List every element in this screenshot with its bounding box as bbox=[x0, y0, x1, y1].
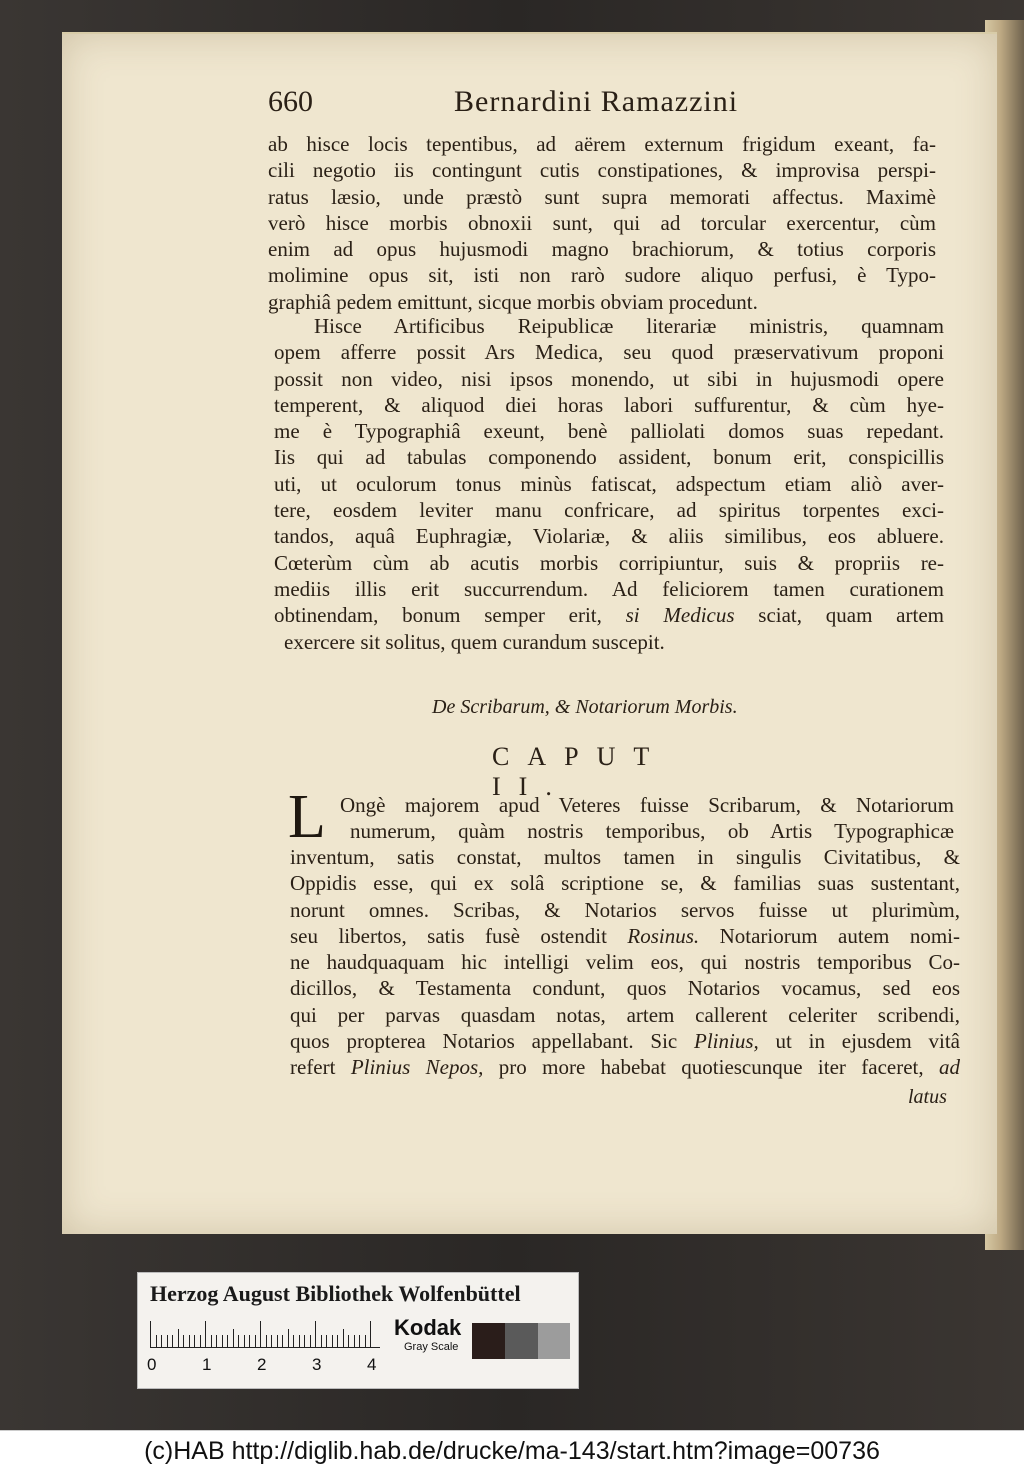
italic-text: Plinius, bbox=[694, 1029, 759, 1054]
text-line: inventum, satis constat, multos tamen in singulis Civitatibus, & bbox=[290, 845, 960, 869]
text-line: ratus læsio, unde præstò sunt supra memorati affectus. Maximè bbox=[268, 184, 936, 209]
text-line: cili negotio iis contingunt cutis constipationes, & improvisa perspi- bbox=[268, 158, 936, 183]
text-line: uti, ut oculorum tonus minùs fatiscat, adspectum etiam aliò aver- bbox=[274, 471, 944, 496]
text-line: exercere sit solitus, quem curandum suscepit. bbox=[284, 629, 665, 654]
ruler-tick bbox=[359, 1335, 360, 1347]
ruler-number: 4 bbox=[367, 1355, 377, 1374]
ruler-tick bbox=[343, 1329, 344, 1347]
ruler-tick bbox=[282, 1335, 283, 1347]
ruler-tick bbox=[348, 1335, 349, 1347]
ruler-tick bbox=[244, 1335, 245, 1347]
ruler-tick bbox=[200, 1335, 201, 1347]
ruler-tick bbox=[150, 1321, 151, 1347]
ruler-tick bbox=[255, 1335, 256, 1347]
text-line: numerum, quàm nostris temporibus, ob Artis Typographicæ bbox=[350, 819, 954, 844]
text-span: pro more habebat quotiescunque iter faceret, bbox=[483, 1055, 939, 1080]
kodak-logo: Kodak bbox=[394, 1315, 462, 1340]
ruler-tick bbox=[304, 1335, 305, 1347]
ruler-tick bbox=[183, 1335, 184, 1347]
ruler-tick bbox=[315, 1321, 316, 1347]
ruler-number: 2 bbox=[257, 1355, 267, 1374]
text-line bbox=[290, 1028, 960, 1054]
text-span: refert bbox=[290, 1055, 351, 1080]
text-line: norunt omnes. Scribas, & Notarios servos fuisse ut plurimùm, bbox=[290, 897, 960, 922]
text-line: me è Typographiâ exeunt, benè palliolati domos suas repedant. bbox=[274, 419, 944, 444]
text-line: Oppidis esse, qui ex solâ scriptione se, & familias suas sustentant, bbox=[290, 871, 960, 896]
text-line: opem afferre possit Ars Medica, seu quod præservativum proponi bbox=[274, 340, 944, 365]
text-line: enim ad opus hujusmodi magno brachiorum, & totius corporis bbox=[268, 237, 936, 262]
gray-swatch bbox=[472, 1323, 505, 1359]
gray-scale-label: Gray Scale bbox=[404, 1341, 459, 1353]
ruler-tick bbox=[354, 1335, 355, 1347]
ruler-tick bbox=[332, 1335, 333, 1347]
ruler-tick bbox=[238, 1335, 239, 1347]
text-line: tere, eosdem leviter manu confricare, ad spiritus torpentes exci- bbox=[274, 498, 944, 523]
text-line: Iis qui ad tabulas componendo assident, bonum erit, conspicillis bbox=[274, 445, 944, 470]
ruler-tick bbox=[167, 1335, 168, 1347]
ruler-tick bbox=[211, 1335, 212, 1347]
italic-text: Rosinus. bbox=[627, 923, 700, 948]
ruler-tick bbox=[178, 1329, 179, 1347]
ruler-number: 0 bbox=[147, 1355, 157, 1374]
ruler-tick bbox=[194, 1335, 195, 1347]
ruler-number: 1 bbox=[202, 1355, 212, 1374]
ruler-tick bbox=[233, 1329, 234, 1347]
text-line: dicillos, & Testamenta condunt, quos Notarios vocamus, sed eos bbox=[290, 976, 960, 1001]
catchword: latus bbox=[908, 1086, 947, 1108]
text-line bbox=[290, 1054, 960, 1080]
text-line: possit non video, nisi ipsos monendo, ut sibi in hujusmodi opere bbox=[274, 366, 944, 391]
italic-text: Plinius Nepos, bbox=[350, 1055, 484, 1080]
paragraph-3 bbox=[290, 844, 960, 1081]
gray-swatch bbox=[538, 1323, 570, 1359]
text-line bbox=[274, 602, 944, 628]
ruler-number: 3 bbox=[312, 1355, 322, 1374]
text-line: mediis illis erit succurrendum. Ad feliciorem tamen curationem bbox=[274, 576, 944, 601]
text-span: Notariorum autem nomi- bbox=[699, 923, 960, 948]
ruler-tick bbox=[266, 1335, 267, 1347]
ruler-tick bbox=[271, 1335, 272, 1347]
ruler-tick bbox=[205, 1321, 206, 1347]
gray-swatch bbox=[505, 1323, 538, 1359]
text-line bbox=[290, 923, 960, 949]
text-line: verò hisce morbis obnoxii sunt, qui ad torcular exercentur, cùm bbox=[268, 210, 936, 235]
text-line: ne haudquaquam hic intelligi velim eos, qui nostris temporibus Co- bbox=[290, 950, 960, 975]
ruler-tick bbox=[365, 1335, 366, 1347]
running-title: Bernardini Ramazzini bbox=[454, 85, 739, 118]
ruler-tick bbox=[299, 1335, 300, 1347]
ruler-tick bbox=[172, 1335, 173, 1347]
ruler-tick bbox=[326, 1335, 327, 1347]
text-line: tandos, aquâ Euphragiæ, Violariæ, & aliis similibus, eos abluere. bbox=[274, 524, 944, 549]
ruler-tick bbox=[260, 1321, 261, 1347]
page-header bbox=[268, 85, 768, 130]
ruler-tick bbox=[337, 1335, 338, 1347]
ruler-tick bbox=[227, 1335, 228, 1347]
drop-cap: L bbox=[288, 783, 326, 851]
text-line: molimine opus sit, isti non rarò sudore aliquo perfusi, è Typo- bbox=[268, 263, 936, 288]
ruler-tick bbox=[249, 1335, 250, 1347]
text-span: sciat, quam artem bbox=[734, 603, 944, 628]
text-span: seu libertos, satis fusè ostendit bbox=[290, 923, 628, 948]
text-span: obtinendam, bonum semper erit, bbox=[274, 603, 626, 628]
text-span: quos propterea Notarios appellabant. Sic bbox=[290, 1029, 694, 1054]
color-calibration-card bbox=[137, 1272, 579, 1389]
ruler-tick bbox=[370, 1321, 371, 1347]
text-line: ab hisce locis tepentibus, ad aërem externum frigidum exeant, fa- bbox=[268, 132, 936, 156]
text-line: qui per parvas quasdam notas, artem callerent celeriter scribendi, bbox=[290, 1002, 960, 1027]
text-line: Cœterùm cùm ab acutis morbis corripiuntur, suis & propriis re- bbox=[274, 550, 944, 575]
library-name: Herzog August Bibliothek Wolfenbüttel bbox=[150, 1281, 521, 1306]
ruler-tick bbox=[189, 1335, 190, 1347]
chapter-subtitle: De Scribarum, & Notariorum Morbis. bbox=[432, 696, 738, 718]
paragraph-3-opening bbox=[340, 792, 954, 845]
ruler-tick bbox=[222, 1335, 223, 1347]
text-line: Hisce Artificibus Reipublicæ literariæ ministris, quamnam bbox=[314, 314, 944, 338]
text-line: Ongè majorem apud Veteres fuisse Scribarum, & Notariorum bbox=[340, 793, 954, 817]
ruler-tick bbox=[156, 1335, 157, 1347]
page-number: 660 bbox=[268, 85, 313, 118]
credit-url: (c)HAB http://diglib.hab.de/drucke/ma-143/start.htm?image=00736 bbox=[144, 1437, 880, 1465]
italic-text: si Medicus bbox=[625, 603, 735, 628]
text-line: graphiâ pedem emittunt, sicque morbis obviam procedunt. bbox=[268, 289, 758, 314]
ruler-tick bbox=[310, 1335, 311, 1347]
credit-bar bbox=[0, 1430, 1024, 1471]
ruler-tick bbox=[293, 1335, 294, 1347]
ruler-tick bbox=[161, 1335, 162, 1347]
italic-text: ad bbox=[938, 1055, 960, 1080]
ruler-tick bbox=[216, 1335, 217, 1347]
ruler-tick bbox=[321, 1335, 322, 1347]
paragraph-1 bbox=[268, 131, 936, 315]
text-line: temperent, & aliquod diei horas labori suffurentur, & cùm hye- bbox=[274, 392, 944, 417]
text-span: ut in ejusdem vitâ bbox=[758, 1029, 960, 1054]
measurement-ruler bbox=[150, 1321, 380, 1348]
chapter-heading: CAPUT II. bbox=[492, 742, 667, 801]
ruler-tick bbox=[277, 1335, 278, 1347]
paragraph-2 bbox=[274, 313, 944, 655]
ruler-tick bbox=[288, 1329, 289, 1347]
